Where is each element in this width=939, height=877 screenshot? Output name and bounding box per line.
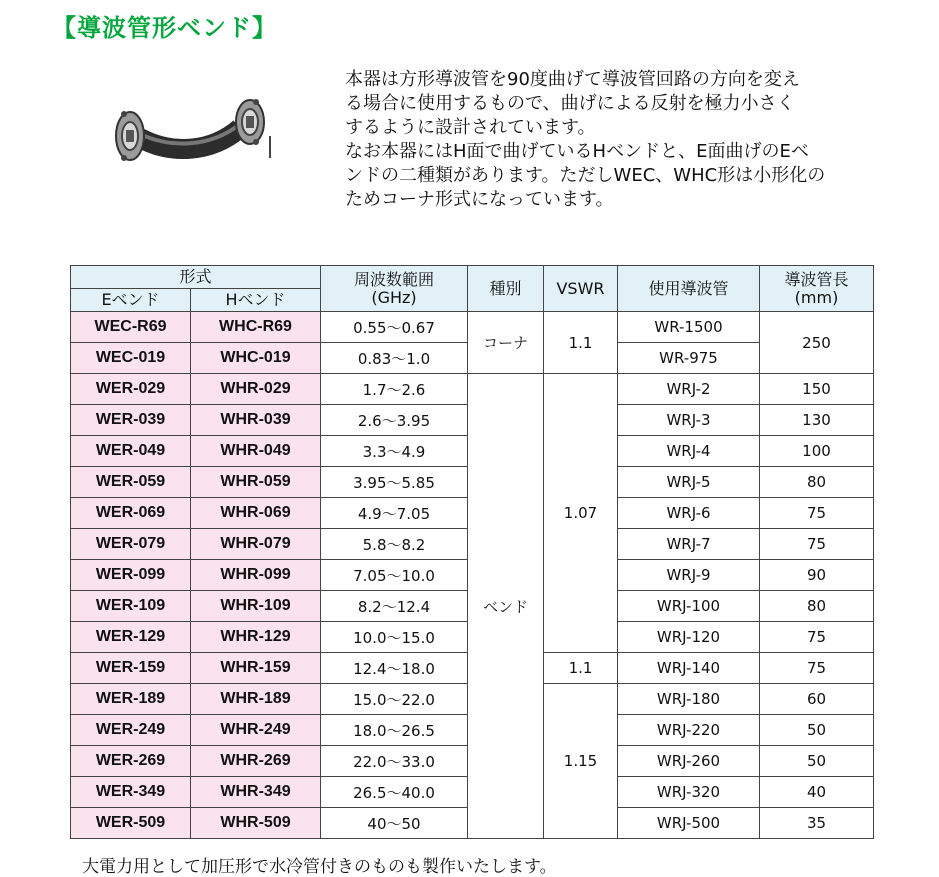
- length-cell: 35: [760, 808, 874, 839]
- h-bend-model: WHR-059: [191, 467, 321, 498]
- description-line: 本器は方形導波管を90度曲げて導波管回路の方向を変え: [345, 69, 800, 90]
- frequency-range: 22.0〜33.0: [321, 746, 468, 777]
- frequency-range: 3.95〜5.85: [321, 467, 468, 498]
- e-bend-model: WER-189: [71, 684, 191, 715]
- length-cell: 100: [760, 436, 874, 467]
- footer-note: 大電力用として加圧形で水冷管付きのものも製作いたします。: [82, 857, 557, 877]
- description: [345, 68, 865, 212]
- h-bend-model: WHR-079: [191, 529, 321, 560]
- length-cell: 80: [760, 591, 874, 622]
- length-cell: 60: [760, 684, 874, 715]
- header-length-line1: 導波管長: [784, 269, 849, 289]
- h-bend-model: WHR-049: [191, 436, 321, 467]
- frequency-range: 4.9〜7.05: [321, 498, 468, 529]
- length-cell: 130: [760, 405, 874, 436]
- e-bend-model: WER-029: [71, 374, 191, 405]
- header-type: 種別: [468, 266, 544, 312]
- spec-table: [70, 265, 874, 839]
- e-bend-model: WEC-R69: [71, 312, 191, 343]
- header-model: 形式: [71, 266, 321, 289]
- e-bend-model: WER-049: [71, 436, 191, 467]
- frequency-range: 7.05〜10.0: [321, 560, 468, 591]
- h-bend-model: WHR-099: [191, 560, 321, 591]
- h-bend-model: WHR-039: [191, 405, 321, 436]
- h-bend-model: WHR-109: [191, 591, 321, 622]
- frequency-range: 3.3〜4.9: [321, 436, 468, 467]
- waveguide-bend-image: [100, 96, 278, 174]
- waveguide-cell: WRJ-100: [618, 591, 760, 622]
- e-bend-model: WEC-019: [71, 343, 191, 374]
- e-bend-model: WER-509: [71, 808, 191, 839]
- h-bend-model: WHR-029: [191, 374, 321, 405]
- header-e-bend: Eベンド: [71, 289, 191, 312]
- header-h-bend: Hベンド: [191, 289, 321, 312]
- length-cell: 75: [760, 498, 874, 529]
- vswr-cell: 1.15: [544, 684, 618, 839]
- description-line: ためコーナ形式になっています。: [345, 189, 614, 210]
- waveguide-cell: WR-1500: [618, 312, 760, 343]
- header-waveguide: 使用導波管: [618, 266, 760, 312]
- h-bend-model: WHR-159: [191, 653, 321, 684]
- waveguide-cell: WRJ-7: [618, 529, 760, 560]
- description-line: ンドの二種類があります。ただしWEC、WHC形は小形化の: [345, 165, 826, 186]
- waveguide-cell: WRJ-180: [618, 684, 760, 715]
- header-length: [760, 266, 874, 312]
- frequency-range: 1.7〜2.6: [321, 374, 468, 405]
- e-bend-model: WER-129: [71, 622, 191, 653]
- page-title: 【導波管形ベンド】: [52, 14, 277, 42]
- frequency-range: 0.55〜0.67: [321, 312, 468, 343]
- waveguide-cell: WRJ-2: [618, 374, 760, 405]
- table-row: [71, 374, 874, 405]
- waveguide-cell: WRJ-6: [618, 498, 760, 529]
- waveguide-cell: WRJ-500: [618, 808, 760, 839]
- h-bend-model: WHR-249: [191, 715, 321, 746]
- waveguide-cell: WRJ-320: [618, 777, 760, 808]
- waveguide-cell: WRJ-3: [618, 405, 760, 436]
- frequency-range: 26.5〜40.0: [321, 777, 468, 808]
- frequency-range: 0.83〜1.0: [321, 343, 468, 374]
- description-line: なお本器にはH面で曲げているHベンドと、E面曲げのEベ: [345, 141, 809, 162]
- length-cell: 50: [760, 746, 874, 777]
- waveguide-cell: WRJ-4: [618, 436, 760, 467]
- h-bend-model: WHR-269: [191, 746, 321, 777]
- length-cell: 150: [760, 374, 874, 405]
- waveguide-cell: WRJ-5: [618, 467, 760, 498]
- e-bend-model: WER-059: [71, 467, 191, 498]
- h-bend-model: WHR-069: [191, 498, 321, 529]
- e-bend-model: WER-159: [71, 653, 191, 684]
- frequency-range: 8.2〜12.4: [321, 591, 468, 622]
- waveguide-cell: WRJ-220: [618, 715, 760, 746]
- frequency-range: 40〜50: [321, 808, 468, 839]
- length-cell: 50: [760, 715, 874, 746]
- waveguide-cell: WRJ-9: [618, 560, 760, 591]
- frequency-range: 15.0〜22.0: [321, 684, 468, 715]
- waveguide-cell: WR-975: [618, 343, 760, 374]
- description-line: するように設計されています。: [345, 117, 596, 138]
- vswr-cell: 1.07: [544, 374, 618, 653]
- e-bend-model: WER-079: [71, 529, 191, 560]
- description-line: る場合に使用するもので、曲げによる反射を極力小さく: [345, 93, 795, 114]
- type-cell: ベンド: [468, 374, 544, 839]
- header-vswr: VSWR: [544, 266, 618, 312]
- h-bend-model: WHR-509: [191, 808, 321, 839]
- h-bend-model: WHR-189: [191, 684, 321, 715]
- table-row: [71, 312, 874, 343]
- length-cell: 75: [760, 622, 874, 653]
- frequency-range: 5.8〜8.2: [321, 529, 468, 560]
- length-cell: 80: [760, 467, 874, 498]
- header-frequency-line1: 周波数範囲: [353, 269, 434, 289]
- header-frequency: [321, 266, 468, 312]
- length-cell: 75: [760, 653, 874, 684]
- e-bend-model: WER-069: [71, 498, 191, 529]
- length-cell: 90: [760, 560, 874, 591]
- frequency-range: 12.4〜18.0: [321, 653, 468, 684]
- type-cell: コーナ: [468, 312, 544, 374]
- frequency-range: 2.6〜3.95: [321, 405, 468, 436]
- h-bend-model: WHC-019: [191, 343, 321, 374]
- header-length-line2: (mm): [794, 287, 839, 307]
- h-bend-model: WHC-R69: [191, 312, 321, 343]
- e-bend-model: WER-349: [71, 777, 191, 808]
- length-cell: 250: [760, 312, 874, 374]
- header-frequency-line2: (GHz): [371, 287, 417, 307]
- length-cell: 40: [760, 777, 874, 808]
- e-bend-model: WER-269: [71, 746, 191, 777]
- h-bend-model: WHR-349: [191, 777, 321, 808]
- waveguide-cell: WRJ-260: [618, 746, 760, 777]
- e-bend-model: WER-099: [71, 560, 191, 591]
- e-bend-model: WER-109: [71, 591, 191, 622]
- length-cell: 75: [760, 529, 874, 560]
- frequency-range: 18.0〜26.5: [321, 715, 468, 746]
- vswr-cell: 1.1: [544, 653, 618, 684]
- waveguide-cell: WRJ-140: [618, 653, 760, 684]
- vswr-cell: 1.1: [544, 312, 618, 374]
- e-bend-model: WER-249: [71, 715, 191, 746]
- waveguide-cell: WRJ-120: [618, 622, 760, 653]
- frequency-range: 10.0〜15.0: [321, 622, 468, 653]
- e-bend-model: WER-039: [71, 405, 191, 436]
- h-bend-model: WHR-129: [191, 622, 321, 653]
